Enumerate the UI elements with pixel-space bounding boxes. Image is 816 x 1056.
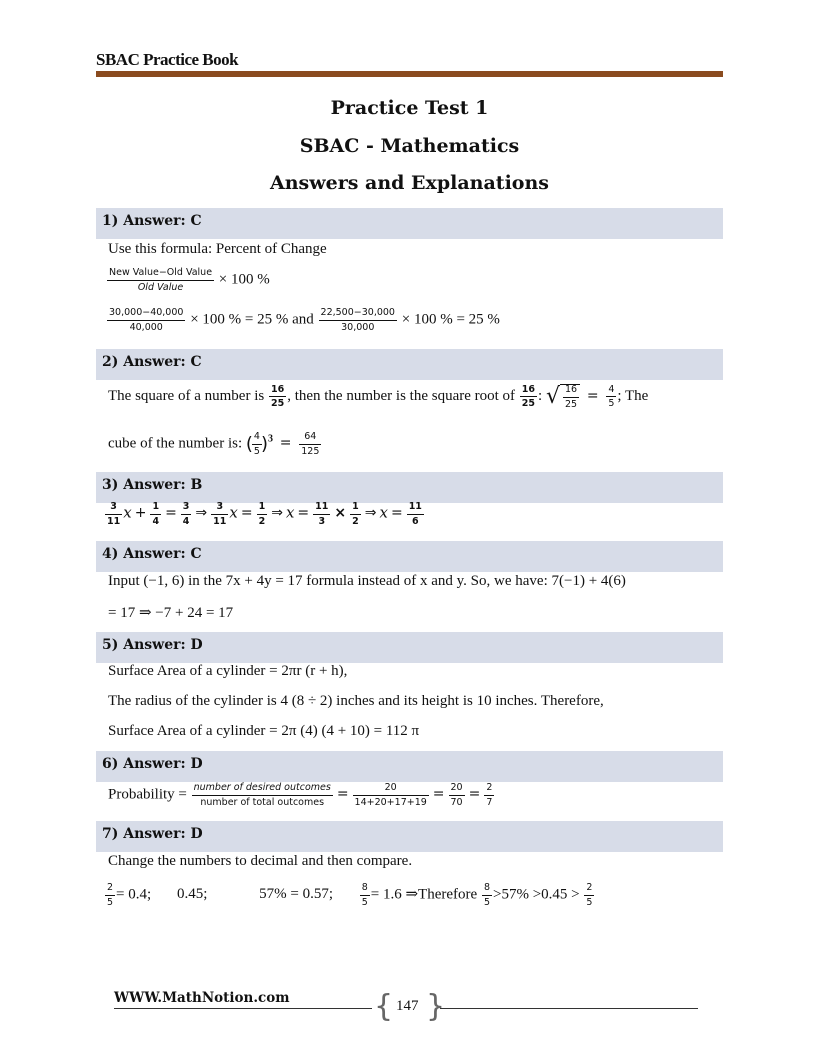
q2-cube-num: 4: [253, 431, 260, 442]
answer-1-header: [96, 208, 723, 239]
q3-a-num: 3: [110, 501, 117, 512]
q1-formula-denominator: Old Value: [107, 280, 214, 293]
q2-den: 25: [270, 398, 285, 409]
q3-h-num: 11: [408, 501, 422, 512]
answer-5-header: [96, 632, 723, 663]
footer-url[interactable]: WWW.MathNotion.com: [114, 990, 290, 1006]
q7-frac-2-5-b: [585, 883, 593, 907]
q2-line-1: [108, 384, 648, 409]
q1-formula: [108, 268, 270, 292]
answer-3-header: [96, 472, 723, 503]
q2-num-b: 16: [521, 383, 536, 395]
q3-frac-d: [212, 502, 227, 526]
q3-x-1: x: [123, 503, 132, 522]
q3-b-den: 4: [152, 515, 160, 527]
answer-4-label: 4) Answer: C: [102, 546, 202, 562]
q2-text-1: The square of a number is: [108, 387, 265, 404]
q7-v4: = 1.6 ⇒Therefore: [370, 886, 478, 903]
q3-imp-1: ⇒: [195, 505, 208, 522]
q3-plus: +: [134, 505, 147, 522]
q2-colon: :: [538, 387, 543, 404]
q7-v1: = 0.4;: [116, 886, 152, 903]
header-rule: [96, 71, 723, 77]
answer-7-label: 7) Answer: D: [102, 826, 203, 842]
q3-x-4: x: [379, 503, 388, 522]
q6-equation: [108, 783, 495, 807]
q7-5: 5: [107, 896, 114, 908]
answer-2-header: [96, 349, 723, 380]
right-brace-icon: }: [426, 989, 446, 1024]
answer-2-label: 2) Answer: C: [102, 354, 202, 370]
q2-five: 5: [608, 398, 615, 409]
q3-a-den: 11: [107, 515, 121, 527]
q1-a-numerator: 30,000−40,000: [109, 307, 184, 318]
q2-text-2: , then the number is the square root of: [287, 387, 516, 404]
q1-computation: [108, 308, 500, 332]
page-title: Practice Test 1: [330, 97, 489, 119]
q2-num: 16: [270, 383, 285, 395]
q1-fraction-a: [108, 308, 184, 332]
page-subtitle: SBAC - Mathematics: [299, 135, 520, 157]
q2-text-3: ; The: [617, 387, 649, 404]
q5-line-1: Surface Area of a cylinder = 2πr (r + h),: [108, 663, 348, 679]
q2-sqrt-num: 16: [564, 384, 578, 395]
q1-a-tail: × 100 % = 25 % and: [190, 311, 314, 328]
q7-intro: Change the numbers to decimal and then compare.: [108, 853, 413, 869]
q3-equation: [104, 502, 425, 526]
q7-2b: 2: [586, 882, 593, 893]
q6-70: 70: [450, 796, 463, 808]
q6-frac-sum: [354, 783, 428, 807]
q6-eq-3: =: [468, 786, 481, 803]
q3-eq-1: =: [165, 505, 177, 522]
q2-sqrt: [546, 384, 580, 409]
q2-den-b: 25: [521, 398, 536, 409]
answer-3-label: 3) Answer: B: [102, 477, 203, 493]
q3-frac-g: [351, 502, 360, 526]
book-title: SBAC Practice Book: [96, 50, 239, 69]
q3-frac-a: [106, 502, 121, 526]
page-number: 147: [396, 998, 419, 1014]
q7-5d: 5: [586, 896, 593, 908]
q4-line-1: Input (−1, 6) in the 7x + 4y = 17 formula instead of x and y. So, we have: 7(−1) + 4(6): [108, 573, 626, 589]
q7-comparison: [106, 883, 595, 907]
q3-eq-4: =: [390, 505, 403, 522]
q6-sum-den: 14+20+17+19: [354, 796, 427, 808]
q1-b-tail: × 100 % = 25 %: [401, 311, 500, 328]
q1-b-numerator: 22,500−30,000: [320, 307, 395, 318]
q7-5c: 5: [483, 896, 490, 908]
q2-frac-4-5: [607, 385, 615, 409]
q1-formula-numerator: New Value−Old Value: [109, 267, 213, 278]
q3-c-num: 3: [182, 501, 190, 512]
q3-frac-b: [151, 502, 160, 526]
open-paren: (: [245, 433, 253, 455]
q3-g-den: 2: [352, 515, 359, 527]
q1-formula-tail: × 100 %: [218, 271, 270, 288]
q7-5b: 5: [361, 896, 368, 908]
q3-imp-3: ⇒: [364, 505, 377, 522]
left-brace-icon: {: [374, 989, 394, 1024]
q3-b-num: 1: [152, 501, 160, 512]
answer-6-label: 6) Answer: D: [102, 756, 203, 772]
q7-frac-8-5: [361, 883, 369, 907]
q2-frac-16-25-b: [521, 385, 536, 409]
answer-5-label: 5) Answer: D: [102, 637, 203, 653]
q3-g-num: 1: [352, 501, 359, 512]
q6-frac-20-70: [450, 783, 464, 807]
q7-2: 2: [107, 882, 114, 893]
q6-formula-frac: [193, 783, 332, 807]
q7-frac-8-5-b: [483, 883, 491, 907]
q2-sqrt-den: 25: [564, 398, 578, 410]
q3-f-den: 3: [313, 514, 330, 527]
q3-frac-c: [182, 502, 191, 526]
q2-frac-64-125: [300, 432, 320, 456]
q6-eq-1: =: [336, 786, 349, 803]
q7-v2: 0.45;: [176, 886, 208, 903]
q7-v5: >57% >0.45 >: [492, 886, 580, 903]
q2-cube-den: 5: [253, 445, 260, 457]
q7-8b: 8: [483, 882, 490, 893]
q5-line-3: Surface Area of a cylinder = 2π (4) (4 + 10) = 112 π: [108, 723, 420, 739]
close-paren: ): [260, 433, 268, 455]
q2-four: 4: [608, 383, 615, 395]
q3-frac-f: [314, 502, 329, 526]
q6-2: 2: [486, 782, 493, 793]
section-title: Answers and Explanations: [270, 172, 549, 194]
answer-1-label: 1) Answer: C: [102, 213, 202, 229]
q1-intro: Use this formula: Percent of Change: [108, 241, 327, 257]
q3-e-den: 2: [258, 515, 266, 527]
q2-frac-16-25: [270, 385, 285, 409]
q3-c-den: 4: [182, 515, 190, 527]
q3-d-num: 3: [216, 501, 224, 512]
q3-eq-2: =: [240, 505, 253, 522]
q6-7: 7: [486, 796, 493, 808]
answer-7-header: [96, 821, 723, 852]
q6-eq-2: =: [432, 786, 445, 803]
q2-sqrt-frac: [564, 385, 578, 409]
q2-125: 125: [301, 445, 320, 457]
answer-6-header: [96, 751, 723, 782]
q3-d-den: 11: [213, 515, 227, 527]
q3-times: ×: [334, 505, 347, 522]
q6-20: 20: [450, 782, 463, 793]
q6-sum-num: 20: [384, 782, 397, 793]
q7-8: 8: [361, 882, 368, 893]
sqrt-symbol: √: [545, 384, 560, 409]
q3-frac-e: [258, 502, 267, 526]
q3-h-den: 6: [407, 514, 424, 527]
q3-x-3: x: [285, 503, 295, 522]
q1-fraction-b: [320, 308, 396, 332]
q3-e-num: 1: [258, 501, 266, 512]
q3-imp-2: ⇒: [271, 505, 283, 522]
q7-frac-2-5: [106, 883, 114, 907]
answer-4-header: [96, 541, 723, 572]
q3-frac-h: [408, 502, 423, 526]
q2-64: 64: [304, 431, 317, 442]
q1-a-denominator: 40,000: [107, 320, 185, 333]
q6-formula-num: number of desired outcomes: [193, 782, 331, 793]
q7-v3: 57% = 0.57;: [259, 886, 333, 903]
q2-text-4: cube of the number is:: [108, 435, 243, 452]
q2-exponent: 3: [268, 433, 273, 445]
q2-cube-frac: [253, 432, 261, 456]
q2-line-2: [108, 432, 322, 456]
q6-frac-2-7: [485, 783, 493, 807]
q2-equals: =: [586, 387, 599, 404]
q2-equals-2: =: [279, 435, 292, 452]
q3-eq-3: =: [297, 505, 310, 522]
q6-formula-den: number of total outcomes: [192, 795, 333, 808]
q3-f-num: 11: [315, 501, 329, 512]
q4-line-2: = 17 ⇒ −7 + 24 = 17: [108, 605, 234, 621]
q3-x-2: x: [229, 503, 238, 522]
q1-b-denominator: 30,000: [319, 320, 397, 333]
q6-label: Probability =: [108, 786, 187, 803]
q1-formula-fraction: [108, 268, 213, 292]
q5-line-2: The radius of the cylinder is 4 (8 ÷ 2) inches and its height is 10 inches. Therefore,: [108, 693, 604, 709]
